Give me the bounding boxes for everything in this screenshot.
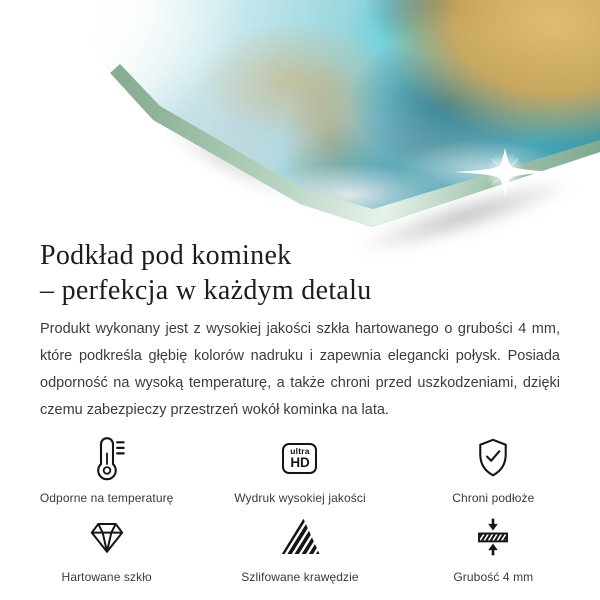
feature-protects-floor	[397, 434, 590, 505]
ultra-hd-icon	[282, 434, 317, 482]
thickness-icon	[472, 513, 514, 561]
feature-print-quality	[203, 434, 396, 505]
thermometer-icon	[84, 434, 130, 482]
page-title	[40, 238, 560, 308]
polished-edges-icon	[279, 513, 321, 561]
feature-label: Hartowane szkło	[61, 570, 152, 584]
feature-grid	[0, 434, 600, 584]
sparkle-icon	[450, 142, 560, 202]
feature-label: Grubość 4 mm	[453, 570, 534, 584]
diamond-icon	[86, 513, 128, 561]
feature-polished-edges	[203, 513, 396, 584]
ultra-hd-bottom-text: HD	[290, 454, 310, 470]
feature-temperature	[10, 434, 203, 505]
title-line-1: Podkład pod kominek	[40, 240, 292, 271]
feature-label: Szlifowane krawędzie	[241, 570, 359, 584]
feature-thickness	[397, 513, 590, 584]
shield-check-icon	[473, 434, 513, 482]
feature-tempered-glass	[10, 513, 203, 584]
title-line-2: – perfekcja w każdym detalu	[40, 275, 372, 306]
feature-label: Chroni podłoże	[452, 491, 535, 505]
ultra-hd-top-text: ultra	[290, 445, 310, 456]
feature-label: Odporne na temperaturę	[39, 491, 174, 505]
feature-label: Wydruk wysokiej jakości	[234, 491, 366, 505]
product-description: Produkt wykonany jest z wysokiej jakości szkła hartowanego o grubości 4 mm, które podkreśla głębię kolorów nadruku i zapewnia elegancki połysk. Posiada odporność na wysoką temperaturę, a także chroni przed uszkodzeniami, dzięki czemu zabezpieczy przestrzeń wokół kominka na lata.	[40, 321, 560, 418]
hero-image	[0, 0, 600, 236]
